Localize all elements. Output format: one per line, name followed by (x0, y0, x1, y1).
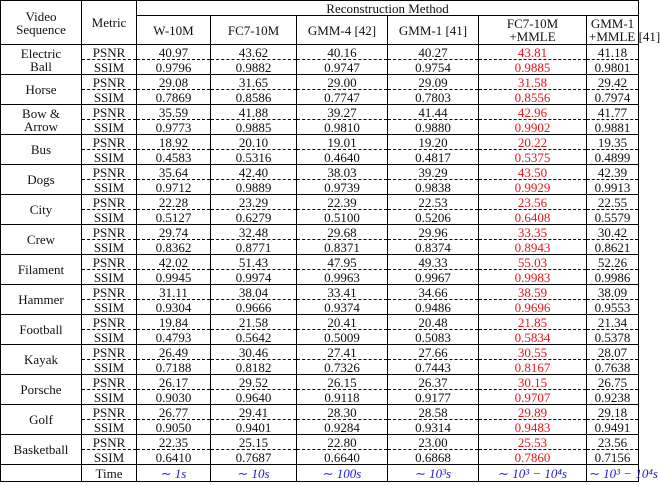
table-row (1, 90, 639, 105)
time-value: ∼ 10³ − 10⁴s (587, 465, 639, 482)
table-cell: 0.4817 (388, 150, 479, 165)
table-cell: 25.53 (479, 435, 587, 450)
table-cell: 0.9739 (297, 180, 388, 195)
header-video-sequence: Video Sequence (1, 1, 82, 45)
metric-label: SSIM (82, 120, 137, 135)
table-cell: 26.15 (297, 375, 388, 390)
table-cell: 38.59 (479, 285, 587, 300)
header-method-3: GMM-1 [41] (388, 16, 479, 45)
table-cell: 49.33 (388, 255, 479, 270)
sequence-name: Kayak (1, 345, 82, 375)
table-cell: 0.4640 (297, 150, 388, 165)
table-cell: 0.5378 (587, 330, 639, 345)
table-cell: 40.97 (137, 45, 211, 60)
table-cell: 41.44 (388, 105, 479, 120)
table-cell: 0.7188 (137, 360, 211, 375)
table-cell: 38.09 (587, 285, 639, 300)
table-cell: 0.7638 (587, 360, 639, 375)
table-cell: 0.5100 (297, 210, 388, 225)
table-cell: 0.9118 (297, 390, 388, 405)
table-cell: 39.27 (297, 105, 388, 120)
table-row (1, 120, 639, 135)
table-cell: 34.66 (388, 285, 479, 300)
table-cell: 0.7747 (297, 90, 388, 105)
metric-label: PSNR (82, 225, 137, 240)
table-row (1, 150, 639, 165)
table-cell: 41.77 (587, 105, 639, 120)
table-cell: 0.9640 (211, 390, 297, 405)
table-cell: 21.85 (479, 315, 587, 330)
table-cell: 18.92 (137, 135, 211, 150)
table-row (1, 165, 639, 180)
table-cell: 42.02 (137, 255, 211, 270)
table-cell: 0.9238 (587, 390, 639, 405)
header-method-1: FC7-10M (211, 16, 297, 45)
table-cell: 0.8362 (137, 240, 211, 255)
table-cell: 0.9486 (388, 300, 479, 315)
sequence-name: City (1, 195, 82, 225)
table-cell: 20.22 (479, 135, 587, 150)
table-cell: 0.9747 (297, 60, 388, 75)
table-cell: 32.48 (211, 225, 297, 240)
header-method-5: GMM-1 +MMLE [41] (587, 16, 639, 45)
metric-label: SSIM (82, 210, 137, 225)
header-metric: Metric (82, 1, 137, 45)
metric-label: PSNR (82, 45, 137, 60)
table-cell: 0.5642 (211, 330, 297, 345)
table-cell: 0.7869 (137, 90, 211, 105)
time-row (1, 465, 639, 482)
table-cell: 0.8371 (297, 240, 388, 255)
table-cell: 0.5375 (479, 150, 587, 165)
table-cell: 28.58 (388, 405, 479, 420)
table-cell: 0.9983 (479, 270, 587, 285)
metric-label: PSNR (82, 165, 137, 180)
table-cell: 0.9881 (587, 120, 639, 135)
table-row (1, 255, 639, 270)
sequence-name: Bus (1, 135, 82, 165)
table-cell: 0.8556 (479, 90, 587, 105)
sequence-name: Basketball (1, 435, 82, 465)
metric-label: PSNR (82, 315, 137, 330)
table-cell: 0.9314 (388, 420, 479, 435)
table-row (1, 225, 639, 240)
table-cell: 0.9304 (137, 300, 211, 315)
table-row (1, 315, 639, 330)
table-cell: 19.35 (587, 135, 639, 150)
table-cell: 35.59 (137, 105, 211, 120)
sequence-name: Bow & Arrow (1, 105, 82, 135)
table-cell: 38.03 (297, 165, 388, 180)
table-cell: 27.41 (297, 345, 388, 360)
table-cell: 31.11 (137, 285, 211, 300)
table-cell: 43.62 (211, 45, 297, 60)
table-cell: 35.64 (137, 165, 211, 180)
metric-label: SSIM (82, 270, 137, 285)
table-cell: 22.53 (388, 195, 479, 210)
table-cell: 0.9712 (137, 180, 211, 195)
table-cell: 0.6410 (137, 450, 211, 465)
table-cell: 30.15 (479, 375, 587, 390)
metric-label: SSIM (82, 330, 137, 345)
sequence-name: Golf (1, 405, 82, 435)
table-cell: 0.7156 (587, 450, 639, 465)
table-row (1, 195, 639, 210)
table-cell: 0.8586 (211, 90, 297, 105)
table-cell: 0.7326 (297, 360, 388, 375)
table-cell: 0.9773 (137, 120, 211, 135)
sequence-name: Porsche (1, 375, 82, 405)
table-cell: 0.9491 (587, 420, 639, 435)
table-cell: 0.8621 (587, 240, 639, 255)
table-cell: 0.9696 (479, 300, 587, 315)
table-cell: 0.5316 (211, 150, 297, 165)
table-cell: 31.65 (211, 75, 297, 90)
table-cell: 0.6279 (211, 210, 297, 225)
table-cell: 26.75 (587, 375, 639, 390)
metric-label: PSNR (82, 75, 137, 90)
metric-label: SSIM (82, 360, 137, 375)
metric-label: PSNR (82, 195, 137, 210)
table-cell: 19.20 (388, 135, 479, 150)
time-value: ∼ 10³ − 10⁴s (479, 465, 587, 482)
table-cell: 0.9838 (388, 180, 479, 195)
table-row (1, 180, 639, 195)
table-cell: 0.9284 (297, 420, 388, 435)
table-cell: 39.29 (388, 165, 479, 180)
table-cell: 23.56 (479, 195, 587, 210)
table-cell: 30.55 (479, 345, 587, 360)
table-cell: 29.42 (587, 75, 639, 90)
table-cell: 31.58 (479, 75, 587, 90)
table-cell: 0.9986 (587, 270, 639, 285)
table-cell: 23.56 (587, 435, 639, 450)
metric-label: PSNR (82, 405, 137, 420)
table-cell: 0.9913 (587, 180, 639, 195)
metric-label: PSNR (82, 375, 137, 390)
table-cell: 0.9963 (297, 270, 388, 285)
table-cell: 0.5127 (137, 210, 211, 225)
table-cell: 0.8167 (479, 360, 587, 375)
table-cell: 0.9885 (211, 120, 297, 135)
table-cell: 42.40 (211, 165, 297, 180)
table-cell: 41.88 (211, 105, 297, 120)
table-cell: 41.18 (587, 45, 639, 60)
table-cell: 42.96 (479, 105, 587, 120)
metric-label: PSNR (82, 105, 137, 120)
table-row (1, 420, 639, 435)
table-cell: 29.74 (137, 225, 211, 240)
table-cell: 22.39 (297, 195, 388, 210)
table-cell: 52.26 (587, 255, 639, 270)
table-cell: 38.04 (211, 285, 297, 300)
table-cell: 21.34 (587, 315, 639, 330)
sequence-name: Dogs (1, 165, 82, 195)
metric-label: SSIM (82, 180, 137, 195)
table-cell: 20.10 (211, 135, 297, 150)
table-cell: 0.4793 (137, 330, 211, 345)
table-cell: 0.9483 (479, 420, 587, 435)
header-method-0: W-10M (137, 16, 211, 45)
time-value: ∼ 1s (137, 465, 211, 482)
table-cell: 0.9707 (479, 390, 587, 405)
table-cell: 26.17 (137, 375, 211, 390)
table-row (1, 60, 639, 75)
table-cell: 26.37 (388, 375, 479, 390)
table-cell: 0.5206 (388, 210, 479, 225)
table-cell: 28.07 (587, 345, 639, 360)
table-cell: 19.84 (137, 315, 211, 330)
table-cell: 29.41 (211, 405, 297, 420)
table-row (1, 45, 639, 60)
table-cell: 0.9810 (297, 120, 388, 135)
table-cell: 20.41 (297, 315, 388, 330)
sequence-name: Horse (1, 75, 82, 105)
metric-label: PSNR (82, 345, 137, 360)
header-method-2: GMM-4 [42] (297, 16, 388, 45)
table-row (1, 330, 639, 345)
time-row-empty (1, 465, 82, 482)
table-cell: 20.48 (388, 315, 479, 330)
table-cell: 0.5083 (388, 330, 479, 345)
table-cell: 0.9882 (211, 60, 297, 75)
table-cell: 0.8771 (211, 240, 297, 255)
table-cell: 0.9929 (479, 180, 587, 195)
table-cell: 43.50 (479, 165, 587, 180)
table-cell: 0.9902 (479, 120, 587, 135)
table-cell: 0.9796 (137, 60, 211, 75)
table-cell: 29.18 (587, 405, 639, 420)
table-cell: 40.16 (297, 45, 388, 60)
table-row (1, 435, 639, 450)
table-cell: 0.7860 (479, 450, 587, 465)
table-cell: 0.4583 (137, 150, 211, 165)
metric-label: SSIM (82, 300, 137, 315)
table-cell: 0.9030 (137, 390, 211, 405)
table-row (1, 300, 639, 315)
sequence-name: Crew (1, 225, 82, 255)
table-cell: 0.9880 (388, 120, 479, 135)
table-cell: 0.9885 (479, 60, 587, 75)
table-cell: 0.4899 (587, 150, 639, 165)
table-cell: 51.43 (211, 255, 297, 270)
table-cell: 0.9889 (211, 180, 297, 195)
table-cell: 33.35 (479, 225, 587, 240)
sequence-name: Electric Ball (1, 45, 82, 75)
header-reconstruction-method: Reconstruction Method (137, 1, 639, 16)
table-cell: 22.28 (137, 195, 211, 210)
table-cell: 23.00 (388, 435, 479, 450)
table-cell: 0.9974 (211, 270, 297, 285)
metric-label: PSNR (82, 255, 137, 270)
table-cell: 0.8943 (479, 240, 587, 255)
header-method-4: FC7-10M +MMLE (479, 16, 587, 45)
table-cell: 28.30 (297, 405, 388, 420)
table-cell: 0.9401 (211, 420, 297, 435)
metric-label: SSIM (82, 60, 137, 75)
table-row (1, 210, 639, 225)
time-value: ∼ 100s (297, 465, 388, 482)
table-cell: 0.5579 (587, 210, 639, 225)
table-cell: 29.96 (388, 225, 479, 240)
table-cell: 0.6868 (388, 450, 479, 465)
table-cell: 0.9967 (388, 270, 479, 285)
table-cell: 22.35 (137, 435, 211, 450)
sequence-name: Filament (1, 255, 82, 285)
table-cell: 42.39 (587, 165, 639, 180)
table-cell: 30.42 (587, 225, 639, 240)
table-row (1, 360, 639, 375)
table-cell: 0.9801 (587, 60, 639, 75)
table-cell: 0.6408 (479, 210, 587, 225)
table-row (1, 285, 639, 300)
table-cell: 0.9553 (587, 300, 639, 315)
table-cell: 0.6640 (297, 450, 388, 465)
time-label: Time (82, 465, 137, 482)
metric-label: PSNR (82, 285, 137, 300)
table-cell: 0.9754 (388, 60, 479, 75)
table-cell: 25.15 (211, 435, 297, 450)
table-cell: 0.7687 (211, 450, 297, 465)
sequence-name: Football (1, 315, 82, 345)
table-cell: 0.7974 (587, 90, 639, 105)
table-row (1, 105, 639, 120)
time-value: ∼ 10s (211, 465, 297, 482)
table-row (1, 345, 639, 360)
table-cell: 0.8374 (388, 240, 479, 255)
metric-label: SSIM (82, 420, 137, 435)
table-row (1, 375, 639, 390)
table-cell: 19.01 (297, 135, 388, 150)
table-row (1, 75, 639, 90)
metric-label: SSIM (82, 240, 137, 255)
table-row (1, 135, 639, 150)
table-cell: 0.9945 (137, 270, 211, 285)
table-cell: 0.8182 (211, 360, 297, 375)
table-cell: 43.81 (479, 45, 587, 60)
table-cell: 23.29 (211, 195, 297, 210)
table-cell: 29.68 (297, 225, 388, 240)
metric-label: SSIM (82, 450, 137, 465)
metric-label: SSIM (82, 390, 137, 405)
table-row (1, 240, 639, 255)
table-cell: 29.00 (297, 75, 388, 90)
table-row (1, 270, 639, 285)
table-row (1, 390, 639, 405)
table-cell: 29.08 (137, 75, 211, 90)
table-cell: 26.49 (137, 345, 211, 360)
table-row (1, 450, 639, 465)
table-cell: 26.77 (137, 405, 211, 420)
table-cell: 47.95 (297, 255, 388, 270)
table-cell: 0.7803 (388, 90, 479, 105)
table-cell: 0.7443 (388, 360, 479, 375)
table-cell: 33.41 (297, 285, 388, 300)
table-cell: 22.55 (587, 195, 639, 210)
table-cell: 30.46 (211, 345, 297, 360)
table-cell: 21.58 (211, 315, 297, 330)
table-cell: 0.9050 (137, 420, 211, 435)
metric-label: PSNR (82, 135, 137, 150)
table-cell: 29.89 (479, 405, 587, 420)
sequence-name: Hammer (1, 285, 82, 315)
table-cell: 0.5009 (297, 330, 388, 345)
table-cell: 40.27 (388, 45, 479, 60)
table-cell: 29.09 (388, 75, 479, 90)
time-value: ∼ 10³s (388, 465, 479, 482)
table-cell: 0.9177 (388, 390, 479, 405)
table-row (1, 405, 639, 420)
table-cell: 29.52 (211, 375, 297, 390)
metric-label: SSIM (82, 90, 137, 105)
table-cell: 27.66 (388, 345, 479, 360)
metric-label: PSNR (82, 435, 137, 450)
table-cell: 22.80 (297, 435, 388, 450)
table-cell: 55.03 (479, 255, 587, 270)
metric-label: SSIM (82, 150, 137, 165)
table-cell: 0.5834 (479, 330, 587, 345)
table-cell: 0.9374 (297, 300, 388, 315)
table-cell: 0.9666 (211, 300, 297, 315)
